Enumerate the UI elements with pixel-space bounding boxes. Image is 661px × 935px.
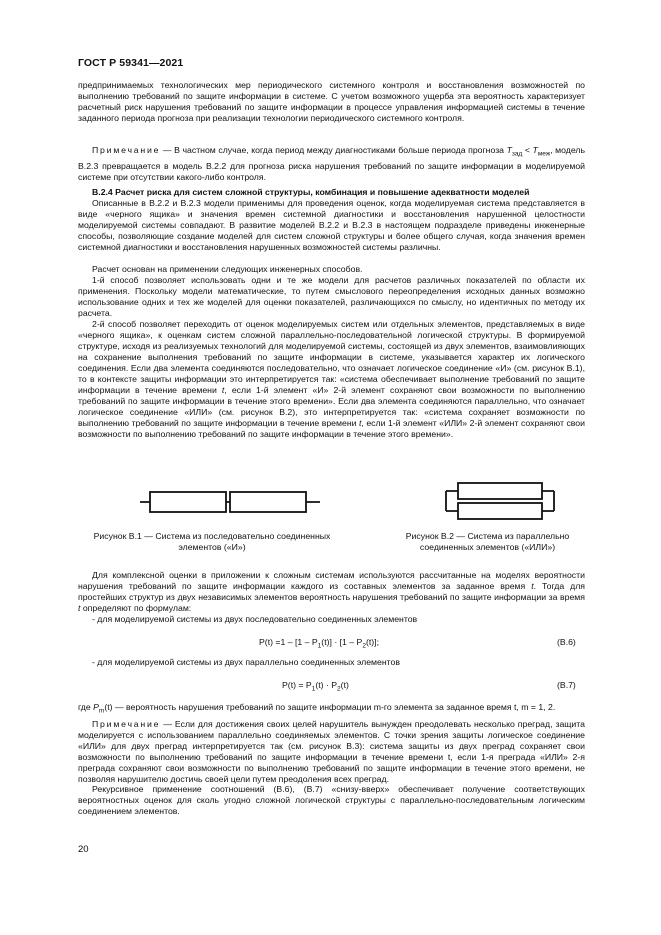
section-paragraph-3: 1-й способ позволяет использовать одни и те же модели для расчетов различных показателей по области их применения. Поскольку модели математические, то путем смыслового переопределения исходных данных возможно использование одних и тех же моделей для оценки показателей, различающихся по смыслу, но идентичных по методу их расчета. <box>78 275 585 318</box>
document-header: ГОСТ Р 59341—2021 <box>78 57 184 69</box>
serial-element-1 <box>150 492 226 512</box>
paragraph-continuation: предпринимаемых технологических мер периодического системного контроля и восстановления возможностей по выполнению требований по защите информации в системе. С учетом возможного ущерба эта вероятность характеризует расчетный риск нарушения требований по защите информации в процессе управления информацией системы в течение заданного периода прогноза при реализации технологии периодического системного контроля. <box>78 80 585 123</box>
formula-b6-sub1: 1 <box>317 642 322 650</box>
formula-b7-mid: (t) · P <box>315 680 338 690</box>
formula-b7-number: (В.7) <box>557 680 576 690</box>
section-paragraph-1: Описанные в В.2.2 и В.2.3 модели применимы для проведения оценок, когда моделируемая система представляется в виде «черного ящика» и значения времен системной диагностики и восстановления нарушенной целостности моделируемой системы совпадают. В развитие моделей В.2.2 и В.2.3 в настоящем подразделе приведены инженерные способы, позволяющие создание моделей для систем сложной структуры и более общего случая, когда значения времен системной диагностики и восстановления нарушенных возможностей системы различны. <box>78 198 585 252</box>
note-2 <box>78 719 585 785</box>
formula-b6-lhs: P(t) =1 – [1 – P <box>259 637 318 647</box>
section-paragraph-4a: 2-й способ позволяет переходить от оценок моделируемых систем или отдельных элементов, представляемых в виде «черного ящика», к оценкам систем сложной параллельно-последовательной логической структуры. В формируемой структуре, исходя из реализуемых технологий для моделируемой системы, состоящей из двух элементов, взаимовлияющих на сохранение выполнения требований по защите информации в системе, указывается характер их логического соединения. Если два элемента соединяются последовательно, что означает логическое соединение «И» (см. рисунок В.1), то в контексте защиты информации это интерпретируется так: «система обеспечивает выполнение требований по защите информации в течение времени <box>78 319 585 395</box>
final-paragraph: Рекурсивное применение соотношений (В.6), (В.7) «снизу-вверх» обеспечивает получение соответствующих вероятностных оценок для сколь угодно сложной логической структуры с параллельно-последовательным логическим соединением элементов. <box>78 784 585 816</box>
where-m-subscript: m <box>98 707 105 715</box>
section-heading: В.2.4 Расчет риска для систем сложной структуры, комбинация и повышение адекватности моделей <box>92 187 530 197</box>
formula-b7 <box>282 680 349 696</box>
note-1-lt: < <box>522 145 533 155</box>
note-2-text: — Если для достижения своих целей нарушитель вынужден преодолевать несколько преград, защита моделируется с использованием параллельно соединяемых элементов. С точки зрения защиты логическое соединение «ИЛИ» для двух преград интерпретируется так (см. рисунок В.3): система защиты из двух преград сохраняет свои возможности по выполнению требований по защите информации в течение времени t, если 1-я преграда «ИЛИ» 2-я преграда сохраняют свои возможности по выполнению требований по защите информации в течение этого времени, не позволяя нарушителю достичь своей цели путем преодоления всех преград. <box>78 719 585 784</box>
note-1-part2: , модель В.2.3 превращается в модель В.2.2 для прогноза риска нарушения требований по защите информации в моделируемой системе при отсутствии какого-либо контроля. <box>78 145 585 182</box>
formula-b6-sub2: 2 <box>362 642 366 650</box>
after-figure-paragraph <box>78 570 585 614</box>
t-mezh-symbol: T <box>532 145 538 155</box>
note-1-part1: — В частном случае, когда период между диагностиками больше периода прогноза <box>160 145 507 155</box>
formula-b6 <box>259 637 379 653</box>
page-number: 20 <box>78 844 89 855</box>
after-figure-p1a: Для комплексной оценки в приложении к сложным системам используются рассчитанные на моделях вероятности нарушения требований по защите информации каждого из составных элементов за заданное время <box>78 570 585 591</box>
where-prefix: где <box>78 702 94 712</box>
section-paragraph-2: Расчет основан на применении следующих инженерных способов. <box>92 264 363 274</box>
section-paragraph-4b: , если 1-й элемент «И» 2-й элемент сохраняют свои возможности по выполнению требований по защите информации в течение этого времени». Если два элемента соединяются параллельно, что означает логическое соединение «ИЛИ» (см. рисунок В.2), это интерпретируется так: «система сохраняет возможности по выполнению требований по защите информации в течение времени <box>78 384 585 428</box>
t-zad-symbol: T <box>506 145 512 155</box>
section-paragraph-4c: , если 1-й элемент «ИЛИ» 2-й элемент сохраняют свои возможности по выполнению требований по защите информации в течение этого времени». <box>78 417 585 439</box>
formula-b7-sub2: 2 <box>337 685 341 693</box>
section-paragraph-4 <box>78 319 585 439</box>
formula-b6-mid: (t)] · [1 – P <box>321 637 363 647</box>
parallel-element-1 <box>458 483 542 499</box>
after-figure-p1c: определяют по формулам: <box>80 602 192 613</box>
serial-intro: - для моделируемой системы из двух последовательно соединенных элементов <box>92 614 418 624</box>
t-zad-subscript: зад <box>511 150 523 158</box>
formula-b6-end: (t)]; <box>365 637 379 647</box>
formula-b7-sub1: 1 <box>311 685 316 693</box>
formula-definition <box>78 702 585 718</box>
t-symbol-1: t <box>221 384 225 395</box>
formula-b7-lhs: P(t) = P <box>282 680 312 690</box>
t-symbol-2: t <box>358 417 362 428</box>
parallel-intro: - для моделируемой системы из двух параллельно соединенных элементов <box>92 657 400 667</box>
note-1 <box>78 145 585 183</box>
formula-b7-end: (t) <box>340 680 349 690</box>
where-text: (t) — вероятность нарушения требований по защите информации m-го элемента за заданное время t, m = 1, 2. <box>104 702 556 712</box>
figure-parallel-diagram <box>440 478 560 524</box>
figure-b2-caption: Рисунок В.2 — Система из параллельно соединенных элементов («ИЛИ») <box>405 531 570 552</box>
note-2-label: Примечание <box>92 719 161 729</box>
after-figure-p1b: . Тогда для простейших структур из двух независимых элементов вероятность нарушения требований по защите информации за время <box>78 580 585 602</box>
formula-b6-number: (В.6) <box>557 637 576 647</box>
parallel-element-2 <box>458 503 542 519</box>
where-p-symbol: P <box>93 702 99 712</box>
t-symbol-3: t <box>531 580 534 591</box>
t-symbol-4: t <box>78 602 81 613</box>
serial-element-2 <box>230 492 306 512</box>
figure-serial-diagram <box>140 487 320 517</box>
note-1-label: Примечание <box>92 145 161 155</box>
figure-b1-caption: Рисунок В.1 — Система из последовательно соединенных элементов («И») <box>93 531 331 552</box>
t-mezh-subscript: меж <box>537 150 551 158</box>
